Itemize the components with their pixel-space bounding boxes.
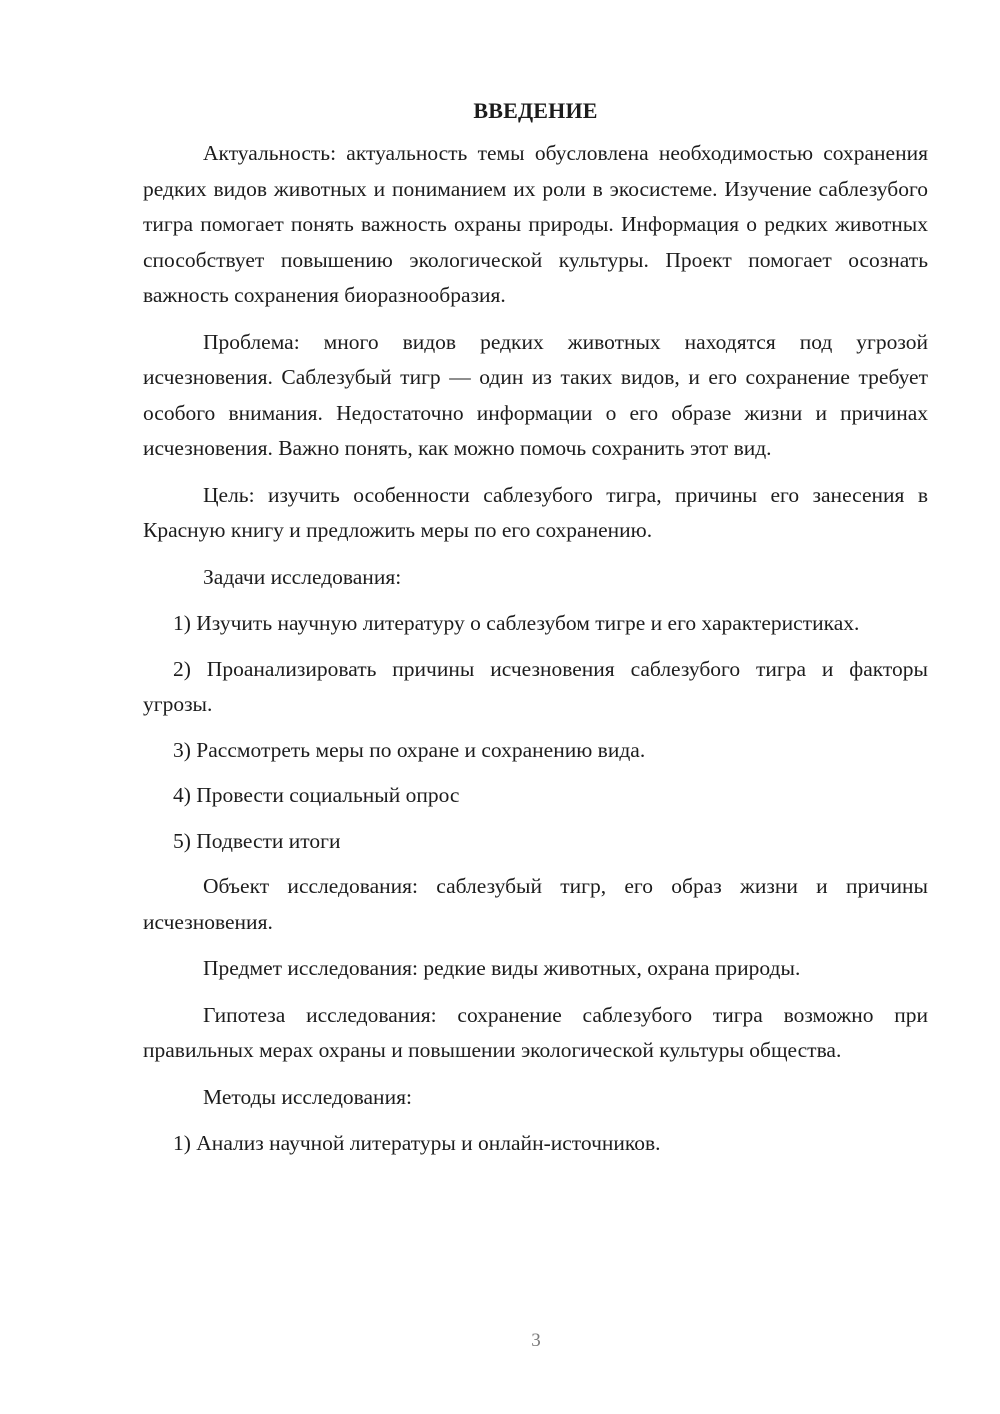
- task-item-4: 4) Провести социальный опрос: [173, 783, 460, 807]
- task-item-5: 5) Подвести итоги: [173, 828, 341, 853]
- paragraph-problem: Проблема: много видов редких животных находятся под угрозой исчезновения. Саблезубый тигр — один из таких видов, и его сохранение требует особого внимания. Недостаточно информации о его образе жизни и причинах исчезновения. Важно понять, как можно помочь сохранить этот вид.: [143, 329, 928, 460]
- paragraph-hypothesis: Гипотеза исследования: сохранение саблезубого тигра возможно при правильных мерах охраны и повышении экологической культуры общества.: [143, 1002, 928, 1062]
- task-item-3: 3) Рассмотреть меры по охране и сохранению вида.: [173, 737, 646, 762]
- paragraph-goal: Цель: изучить особенности саблезубого тигра, причины его занесения в Красную книгу и предложить меры по его сохранению.: [143, 482, 928, 542]
- task-item-2: 2) Проанализировать причины исчезновения саблезубого тигра и факторы угрозы.: [143, 656, 928, 716]
- methods-heading: Методы исследования:: [203, 1084, 412, 1109]
- document-page: [143, 94, 928, 1172]
- tasks-heading: Задачи исследования:: [203, 564, 402, 589]
- paragraph-relevance: Актуальность: актуальность темы обусловлена необходимостью сохранения редких видов животных и пониманием их роли в экосистеме. Изучение саблезубого тигра помогает понять важность охраны природы. Информация о редких животных способствует повышению экологической культуры. Проект помогает осознать важность сохранения биоразнообразия.: [143, 141, 928, 307]
- paragraph-object: Объект исследования: саблезубый тигр, его образ жизни и причины исчезновения.: [143, 874, 928, 934]
- page-number: 3: [531, 1330, 541, 1351]
- method-item-1: 1) Анализ научной литературы и онлайн-источников.: [173, 1131, 661, 1155]
- document-title: ВВЕДЕНИЕ: [473, 98, 598, 123]
- task-item-1: 1) Изучить научную литературу о саблезубом тигре и его характеристиках.: [173, 611, 860, 635]
- paragraph-subject: Предмет исследования: редкие виды животных, охрана природы.: [203, 956, 801, 980]
